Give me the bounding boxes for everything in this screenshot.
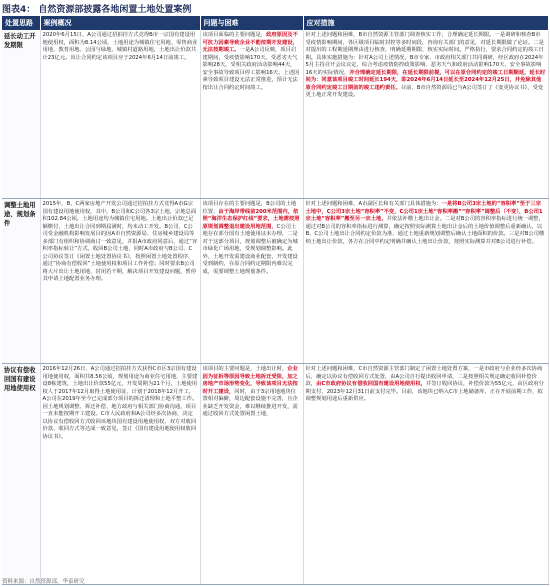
problem-highlight: 政府原因及不可抗力因素导致企业不能按期开发建设，无法按期竣工。: [202, 32, 298, 53]
row-overview: 2020年6月15日，A公司通过招拍挂方式竞得B市一宗国有建设用地使用权，面积为8.14公顷，土地用途为城镇住宅用地、零售商业用地、教育用地、公园与绿地、城镇村道路用地，土地出让价款共计23亿元。出让合同约定该项目应于2024年6月14日前竣工。: [40, 30, 200, 199]
measures-text: 针对上述问题和困难，A市副区长和有关部门具体措施为：: [305, 201, 442, 207]
problem-text: 该项目的主要问题是，土地出让时，: [202, 366, 288, 372]
measures-highlight: 一是将B公司3宗土地的“容积率”至于三宗土地中，C公司3宗土地“容积率”不变，C公司1宗土地“容积率搬”“容积率”调整后（不变），B公司1宗土地“容积率”搬至另一宗土地，: [305, 201, 543, 222]
row-problem: [200, 364, 303, 585]
row-overview: 2015年，B、C两家房地产开发公司通过招拍挂方式竞得A市G宗国有建设用地使用权，其中，B公司和C公司各3宗土地，宗地总面积102.84公顷，土地用途均为城镇住宅用地。土地出让价款已足额缴付，土地出让合同到期届满时，均未动工开发。B公司、C公司受金融机构影响发展目的因A市自然资源局、住房城乡建设局等多部门有组织和协调商讨一致意见，并报A市政府同意后，通过“容积率指标转让”方式，收回B公司土地，同时A市政府与B公司、C公司协议签订《闲置土地处置协议书》，按照闲置土地处置程序，通过“协商有偿收回”土地使用权和项目工作补偿；同时要求B公司将大片出让土地用地，封闭若干期，解决项目开发建设问题，暂停其申请土地配置业务办理。: [40, 199, 200, 364]
measures-text-rest: 并签订收回协议，补偿价款为55亿元，由区政府分期支付，2023年12月31日前支付完毕。目前，该地块已纳入C市土地储备库，正在开展前期工作，拟调整规划用途后重新供应。: [305, 381, 544, 402]
header-overview: 案例概况: [40, 16, 200, 30]
problem-text: 该项目存在的主要问题是，B公司的土地位置，: [202, 201, 297, 215]
measures-highlight: 由C市政府协议有偿收回国有建设用地使用权，: [316, 381, 426, 387]
table-header-row: [2, 16, 548, 30]
problem-text-rest: 一是A公司反映，项目启建期间，受疫情影响170天，受恶劣天气影响28天，受相关政府活动影响44天，安全事故导致项目停工影响16天。上述因素导致项目建设无法正常推进，预计无法按出让合同约定时间竣工。: [202, 47, 300, 91]
measures-text-rest: 并依法补缴土地出让金。二是对B公司的容积率指标进行统一调整，通过对B公司的容积率指标进行测算，确定按照实际测算土地出让金后的土地价值调整后重新确认，以B、C公司土地出让合同约定价款为准，通过土地重新规划调整后确认土地面积的价款。三是对B公司缴纳土地出让价款，各方在合同中约定明确并确认土地出让价款，按照实际测算并对B公司进行补偿。: [305, 216, 545, 245]
row-problem: [200, 30, 303, 199]
header-approach: 处置思路: [2, 16, 40, 30]
problem-text-rest: C公司土地存在部分国有土地使用证未办理，二是对于这部分项目，规划调整后被确定为城市绿化广场用地，受规划调整影响。此外，土地开发需建设商业配套，开发建设受到制约，在原合同约定期限内难以完成，需要调整土地规划条件。: [202, 223, 298, 275]
row-overview: 2016年12月26日，A公司通过招拍挂方式获得C市区3宗国有建设用地使用权，面积共8.56公顷，规划用途为商业住宅用地，主要建设8栋建筑，土地出让价款55亿元，开发周期为21个月，土地使用权人于2017年12月取得土地使用证，计划于2018年12月开工，A公司在2019年至今已完成部分项目的拆迁清理和土地平整工作。因土地规划调整、拆迁补偿、地方政府与相关部门协商沟通，项目一直未能按期开工建设。C市人民政府和A公司经多次协商，决定以协议有偿收回方式收回该地块国有建设用地使用权，双方对收回价款、收回方式等达成一致意见，签订《国有建设用地使用权收回协议书》。: [40, 364, 200, 585]
table-row: [2, 30, 548, 199]
page-title: 图表4： 自然资源部披露各地闲置土地处置案例: [2, 5, 192, 15]
case-table: [2, 16, 549, 585]
source-note: 资料来源：自然资源部，华泰研究: [2, 579, 85, 585]
row-category: 协议有偿收回国有建设用地使用权: [2, 364, 40, 585]
row-category: 延长动工开发期限: [2, 30, 40, 199]
header-problem: 问题与困难: [200, 16, 303, 30]
measures-text: 针对上述问题和困难，C市自然资源主管部门制定了闲置土地处置方案，一是市政府与企业经多次协商后，确定以协议有偿收回方式处置，由A公司自行提出收回申请，二是按照相关规定确定收回补偿价款，: [305, 366, 543, 387]
measures-highlight: 并合理确定延长期限，在延长期限前提，可以在原合同约定的竣工日期顺延，延长时间为：同意该项目竣工时间延长194天，即2024年6月14日延长至2024年12月25日，并免除其他原合同约定竣工日期前的竣工违约责任。: [305, 69, 546, 91]
problem-highlight: 由于海岸带线前200米范围内，依照“海洋生态保护红线”要求，土地需按照原规划调整退出建设用地范围，: [202, 208, 300, 230]
row-measures: [303, 199, 548, 364]
table-row: [2, 199, 548, 364]
problem-highlight: 企业因为征拆等原因导致土地拆迁受阻，加之房地产市场形势变化，导致该项目无法按时开工建设，: [202, 366, 298, 395]
row-measures: [303, 364, 548, 585]
header-measures: 应对措施: [303, 16, 548, 30]
row-measures: [303, 30, 548, 199]
problem-text-rest: 同时，由于3宗用地地块位置相对偏僻，周边配套设施不完善，且企业缺乏开发资金，难以继续推进开发，需通过收回方式处置闲置土地，: [202, 388, 298, 417]
row-category: 调整土地用途、规划条件: [2, 199, 40, 364]
row-problem: [200, 199, 303, 364]
measures-text: 针对上述问题和困难，B市自然资源主管部门调查核实工作，合理确定延长期限。一是调研和核查B市受疫情影响期间，各区级项目临时封控等多时间段，咨询有关部门的意见，对延长期限做了论证。二是对提出的工程期延期理由进行核查，明确延期期限，核实实际时间。严格执行，要求合同约定的竣工日期。具体实施措施为：针对A公司上述情况，B市专家、市政府相关部门共同调研，经区政府在2024年5月主持召开会议议定，综合考虑疫情防控政策影响、恶劣天气和政府活动影响170天、安全事故影响16天的实际情况，: [305, 32, 544, 76]
problem-text: 该项目面临的主要问题是，: [202, 32, 267, 38]
table-row: [2, 364, 548, 585]
measures-text-rest: 目前，B市自然资源局已与A公司签订了《变更协议书》，受变更土地正常开发建设。: [305, 84, 544, 98]
